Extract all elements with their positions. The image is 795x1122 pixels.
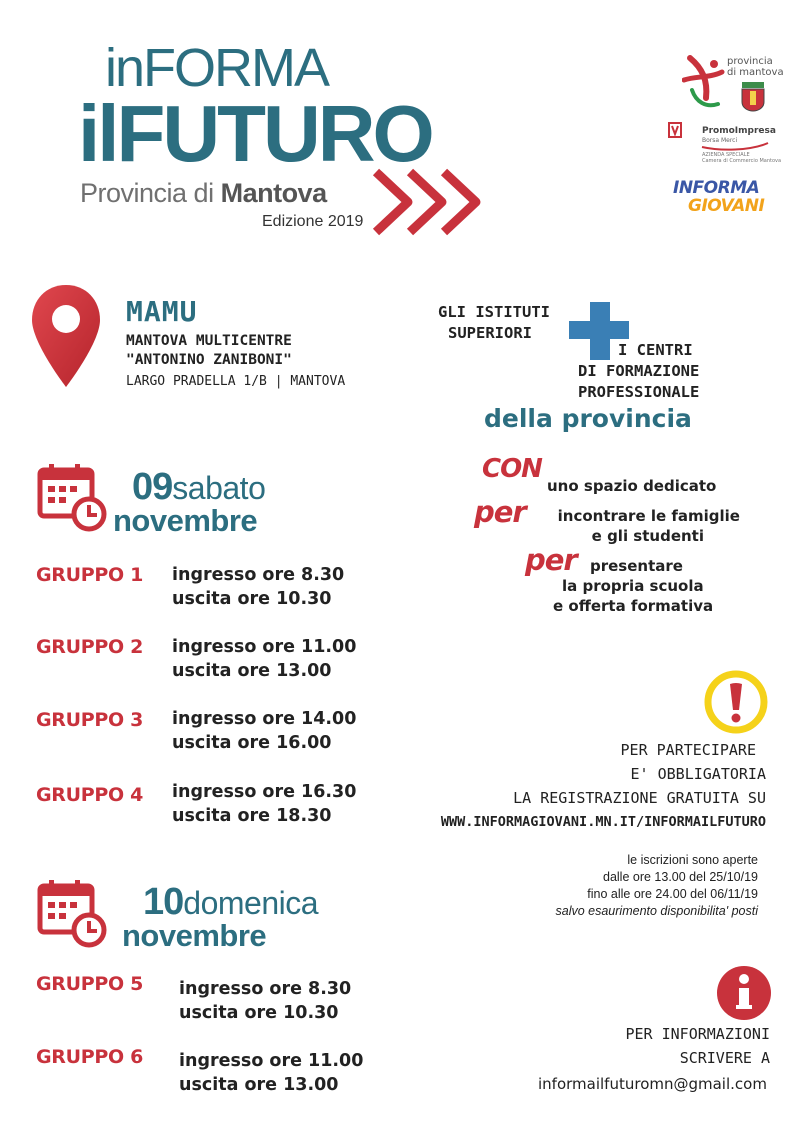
info-text xyxy=(440,1022,770,1070)
exclamation-icon xyxy=(704,670,768,734)
group6-entry: ingresso ore 11.00 xyxy=(179,1051,364,1071)
group3-times xyxy=(172,707,356,755)
coat-of-arms-icon xyxy=(740,80,766,112)
venue-line2: "ANTONINO ZANIBONI" xyxy=(126,352,292,368)
purpose3-line2: la propria scuola xyxy=(562,577,704,595)
day2-weekday: domenica xyxy=(183,885,319,921)
group3-label: GRUPPO 3 xyxy=(36,709,144,731)
promoimpresa-sub: Borsa Merci xyxy=(702,137,738,144)
promoimpresa-name: PromoImpresa xyxy=(702,126,776,136)
group3-entry: ingresso ore 14.00 xyxy=(172,709,357,729)
logo-informa-text: inFORMA xyxy=(105,38,329,98)
group2-exit: uscita ore 13.00 xyxy=(172,661,332,681)
registration-text xyxy=(420,738,766,810)
group2-label: GRUPPO 2 xyxy=(36,636,144,658)
group5-times xyxy=(179,977,351,1025)
group4-times xyxy=(172,780,356,828)
fast-forward-arrows-icon xyxy=(372,166,484,238)
group5-label: GRUPPO 5 xyxy=(36,973,144,995)
logo-province-text xyxy=(80,178,327,209)
group4-exit: uscita ore 18.30 xyxy=(172,806,332,826)
venue-line1: MANTOVA MULTICENTRE xyxy=(126,333,292,349)
info-icon xyxy=(715,964,773,1022)
provincia-mantova-logo-icon xyxy=(682,50,726,112)
calendar-clock-icon xyxy=(37,462,107,532)
group6-label: GRUPPO 6 xyxy=(36,1046,144,1068)
group6-exit: uscita ore 13.00 xyxy=(179,1075,339,1095)
registration-note4: salvo esaurimento disponibilita' posti xyxy=(555,904,758,918)
day2-number: 10 xyxy=(143,881,184,923)
group4-entry: ingresso ore 16.30 xyxy=(172,782,357,802)
institutes-left-line2: SUPERIORI xyxy=(448,324,532,342)
purpose2-word: per xyxy=(474,495,526,529)
institutes-left xyxy=(438,302,550,344)
group2-times xyxy=(172,635,356,683)
info-email[interactable]: informailfuturomn@gmail.com xyxy=(538,1075,767,1093)
institutes-right xyxy=(578,340,699,403)
registration-line1: PER PARTECIPARE xyxy=(620,741,756,759)
purpose1-word: CON xyxy=(482,454,542,484)
institutes-left-line1: GLI ISTITUTI xyxy=(438,303,550,321)
purpose2-text xyxy=(540,506,740,546)
provincia-line1: provincia xyxy=(727,56,773,67)
purpose2-line2: e gli studenti xyxy=(591,527,704,545)
promoimpresa-note1: AZIENDA SPECIALE xyxy=(702,152,750,158)
registration-note xyxy=(490,852,758,920)
informagiovani-line2: GIOVANI xyxy=(688,196,765,216)
promoimpresa-crest-icon xyxy=(668,122,698,140)
logo-province-name: Mantova xyxy=(220,178,327,208)
day1-month: novembre xyxy=(113,503,258,538)
group5-entry: ingresso ore 8.30 xyxy=(179,979,352,999)
institutes-right-line2: DI FORMAZIONE xyxy=(578,362,700,380)
institutes-right-line3: PROFESSIONALE xyxy=(578,383,700,401)
registration-note2: dalle ore 13.00 del 25/10/19 xyxy=(603,870,758,884)
registration-url[interactable]: WWW.INFORMAGIOVANI.MN.IT/INFORMAILFUTURO xyxy=(440,814,766,830)
venue-name: MAMU xyxy=(126,295,198,328)
registration-note1: le iscrizioni sono aperte xyxy=(627,853,758,867)
registration-line2: E' OBBLIGATORIA xyxy=(630,765,766,783)
day2-month: novembre xyxy=(122,918,267,953)
logo-ilfuturo-text: ilFUTURO xyxy=(78,89,432,178)
provincia-logo-text xyxy=(727,56,784,78)
info-line2: SCRIVERE A xyxy=(679,1049,770,1067)
promoimpresa-swoosh-icon xyxy=(700,141,770,151)
purpose2-line1: incontrare le famiglie xyxy=(557,507,740,525)
purpose3-word: per xyxy=(525,543,577,577)
edition-label: Edizione 2019 xyxy=(262,213,364,230)
informagiovani-line1: INFORMA xyxy=(673,178,760,198)
promoimpresa-note2: Camera di Commercio Mantova xyxy=(702,158,782,164)
institutes-province: della provincia xyxy=(484,404,692,433)
group2-entry: ingresso ore 11.00 xyxy=(172,637,357,657)
provincia-line2: di mantova xyxy=(727,67,784,78)
purpose1-text: uno spazio dedicato xyxy=(547,477,717,495)
purpose3-line1: presentare xyxy=(590,557,683,575)
purpose3-line3: e offerta formativa xyxy=(553,597,714,615)
registration-note3: fino alle ore 24.00 del 06/11/19 xyxy=(587,887,758,901)
purpose3-text xyxy=(548,556,738,616)
group5-exit: uscita ore 10.30 xyxy=(179,1003,339,1023)
registration-line3: LA REGISTRAZIONE GRATUITA SU xyxy=(513,789,766,807)
day1-number: 09 xyxy=(132,466,173,508)
location-pin-icon xyxy=(30,283,102,391)
group6-times xyxy=(179,1049,363,1097)
group1-label: GRUPPO 1 xyxy=(36,564,144,586)
group4-label: GRUPPO 4 xyxy=(36,784,144,806)
calendar-clock-icon xyxy=(37,878,107,948)
group1-times xyxy=(172,563,344,611)
group3-exit: uscita ore 16.00 xyxy=(172,733,332,753)
promoimpresa-note xyxy=(702,152,781,164)
info-line1: PER INFORMAZIONI xyxy=(625,1025,770,1043)
logo-province-prefix: Provincia di xyxy=(80,178,221,208)
venue-address: LARGO PRADELLA 1/B | MANTOVA xyxy=(126,374,346,389)
group1-exit: uscita ore 10.30 xyxy=(172,589,332,609)
group1-entry: ingresso ore 8.30 xyxy=(172,565,345,585)
institutes-right-line1: I CENTRI xyxy=(618,341,693,359)
day1-weekday: sabato xyxy=(172,470,266,506)
